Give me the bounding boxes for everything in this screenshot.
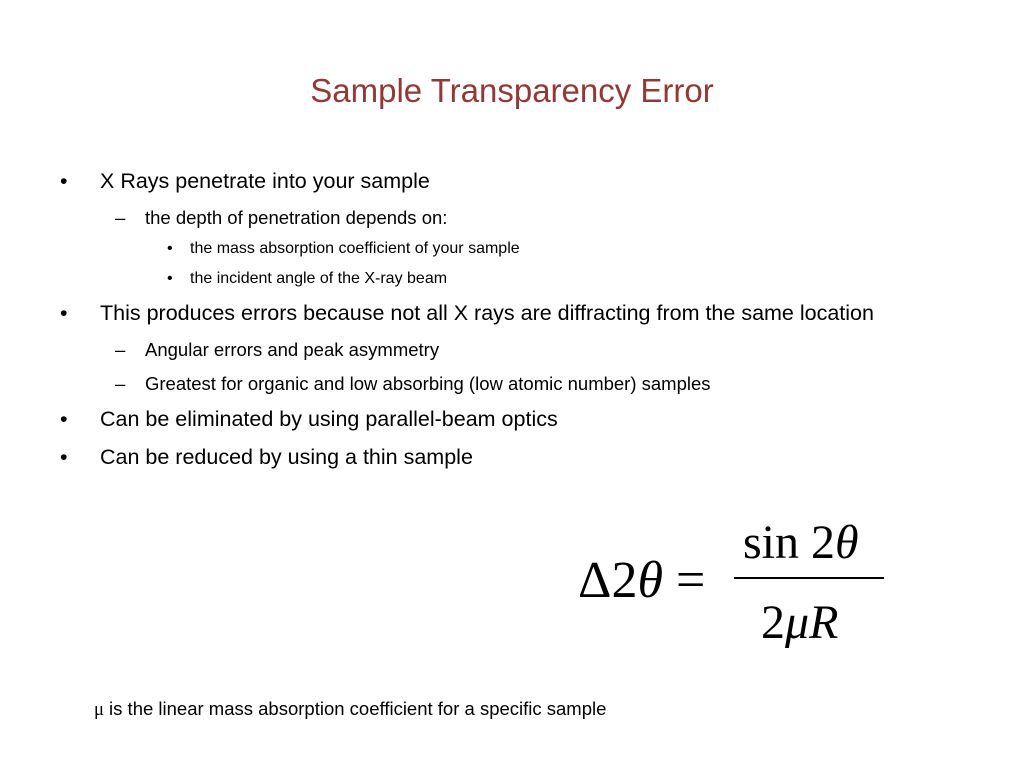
dash-marker: –: [115, 207, 126, 228]
bullet-text: Can be eliminated by using parallel-beam optics: [100, 407, 558, 431]
bullet-text: the incident angle of the X-ray beam: [190, 270, 448, 287]
bullet-item: [60, 296, 920, 330]
bullet-list: [60, 160, 920, 474]
bullet-marker: •: [60, 169, 68, 193]
formula-sin-two: sin 2: [743, 516, 836, 569]
sub-sub-bullet-item: [60, 236, 920, 262]
formula-theta: θ: [637, 552, 663, 609]
mu-symbol: μ: [94, 700, 104, 720]
fraction-bar: [734, 577, 884, 579]
sub-sub-bullet-item: [60, 266, 920, 292]
bullet-item: [60, 164, 920, 198]
formula-denominator: [761, 595, 838, 650]
bullet-item: [60, 402, 920, 436]
dash-marker: –: [115, 339, 126, 360]
formula-numerator: [743, 515, 859, 570]
bullet-text: X Rays penetrate into your sample: [100, 169, 430, 193]
sub-bullet-item: [60, 336, 920, 364]
bullet-text: Angular errors and peak asymmetry: [145, 339, 440, 360]
bullet-marker: •: [60, 445, 68, 469]
formula-r: R: [809, 596, 839, 649]
formula-two: 2: [761, 596, 785, 649]
sub-bullet-item: [60, 204, 920, 232]
bullet-marker: •: [167, 270, 173, 287]
bullet-marker: •: [167, 240, 173, 257]
bullet-marker: •: [60, 301, 68, 325]
formula-lhs: [578, 551, 705, 610]
formula-equals: =: [663, 552, 706, 609]
footnote: [94, 698, 606, 721]
bullet-text: the depth of penetration depends on:: [145, 207, 448, 228]
slide-title: Sample Transparency Error: [310, 72, 714, 109]
bullet-text: Can be reduced by using a thin sample: [100, 445, 473, 469]
bullet-marker: •: [60, 407, 68, 431]
sub-bullet-item: [60, 370, 920, 398]
footnote-text: is the linear mass absorption coefficient for a specific sample: [103, 698, 607, 719]
bullet-text: This produces errors because not all X rays are diffracting from the same location: [100, 301, 874, 325]
bullet-text: Greatest for organic and low absorbing (low atomic number) samples: [145, 373, 711, 394]
formula-mu: μ: [785, 596, 810, 649]
bullet-item: [60, 440, 920, 474]
bullet-text: the mass absorption coefficient of your sample: [190, 240, 520, 257]
formula-delta-two: Δ2: [578, 552, 638, 609]
dash-marker: –: [115, 373, 126, 394]
formula-theta: θ: [835, 516, 859, 569]
